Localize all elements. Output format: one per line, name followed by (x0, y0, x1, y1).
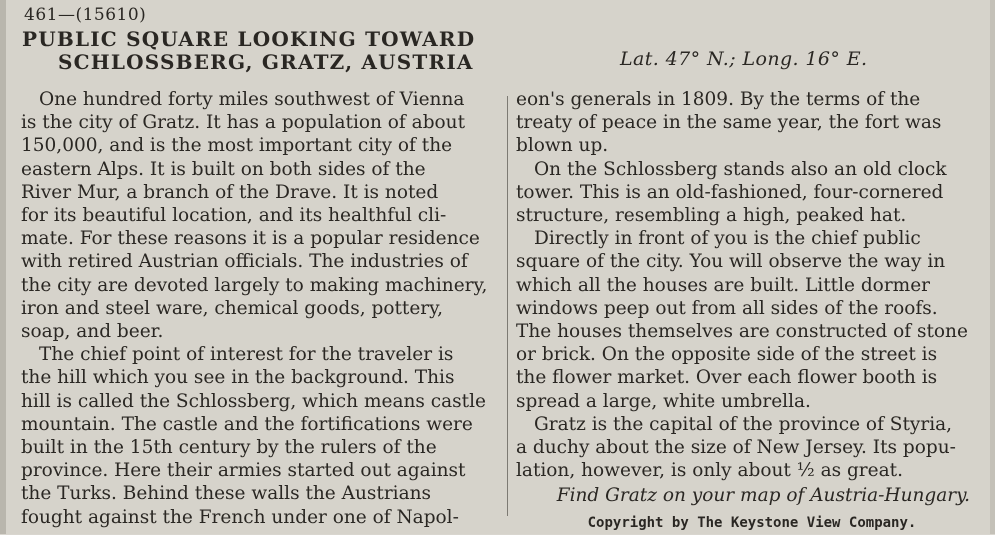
text-line: Gratz is the capital of the province of Styria, (534, 413, 953, 435)
text-line: iron and steel ware, chemical goods, pottery, (21, 297, 444, 319)
text-line: spread a large, white umbrella. (516, 390, 811, 412)
text-line: for its beautiful location, and its healthful cli- (21, 205, 447, 227)
text-line: or brick. On the opposite side of the street is (516, 344, 938, 366)
text-line: eastern Alps. It is built on both sides of the (21, 158, 426, 180)
text-line: hill is called the Schlossberg, which means castle (21, 390, 486, 412)
text-line: the flower market. Over each flower booth is (516, 367, 938, 389)
text-line: structure, resembling a high, peaked hat. (516, 205, 907, 227)
text-line: lation, however, is only about ½ as great. (516, 460, 903, 482)
column-divider (507, 96, 508, 516)
text-line: soap, and beer. (21, 321, 164, 343)
text-line: mountain. The castle and the fortifications were (21, 413, 473, 435)
text-line: square of the city. You will observe the way in (516, 251, 946, 273)
card-left-edge (0, 0, 6, 534)
text-line: windows peep out from all sides of the roofs. (516, 297, 938, 319)
text-line: eon's generals in 1809. By the terms of the (516, 89, 921, 110)
text-line: built in the 15th century by the rulers of the (21, 437, 437, 459)
map-note: Find Gratz on your map of Austria-Hungary. (556, 485, 970, 507)
text-line: On the Schlossberg stands also an old clock (534, 158, 947, 180)
text-line: tower. This is an old-fashioned, four-cornered (516, 181, 944, 203)
text-line: the Turks. Behind these walls the Austrians (21, 483, 432, 505)
title-line-2: SCHLOSSBERG, GRATZ, AUSTRIA (58, 50, 474, 74)
text-line: The chief point of interest for the traveler is (39, 344, 454, 366)
text-line: with retired Austrian officials. The industries of (21, 251, 468, 273)
text-line: mate. For these reasons it is a popular residence (21, 228, 480, 250)
right-text-column (516, 88, 988, 535)
text-line: River Mur, a branch of the Drave. It is noted (21, 181, 439, 203)
catalog-number: 461—(15610) (24, 5, 147, 25)
text-line: the hill which you see in the background. This (21, 367, 455, 389)
left-text-column (21, 88, 495, 529)
text-line: fought against the French under one of Napol- (21, 506, 459, 528)
coordinates: Lat. 47° N.; Long. 16° E. (620, 48, 868, 70)
card-right-edge (990, 0, 995, 534)
copyright-notice: Copyright by The Keystone View Company. (587, 514, 917, 531)
text-line: The houses themselves are constructed of stone (516, 321, 968, 343)
text-line: One hundred forty miles southwest of Vienna (39, 89, 465, 110)
text-line: the city are devoted largely to making machinery, (21, 274, 488, 296)
text-line: province. Here their armies started out against (21, 460, 466, 482)
text-line: 150,000, and is the most important city of the (21, 135, 453, 157)
text-line: a duchy about the size of New Jersey. Its popu- (516, 437, 956, 459)
text-line: which all the houses are built. Little dormer (516, 274, 930, 296)
text-line: treaty of peace in the same year, the fort was (516, 112, 942, 134)
text-line: Directly in front of you is the chief public (534, 228, 921, 250)
text-line: is the city of Gratz. It has a population of about (21, 112, 466, 134)
text-line: blown up. (516, 135, 609, 157)
title-line-1: PUBLIC SQUARE LOOKING TOWARD (22, 27, 476, 51)
